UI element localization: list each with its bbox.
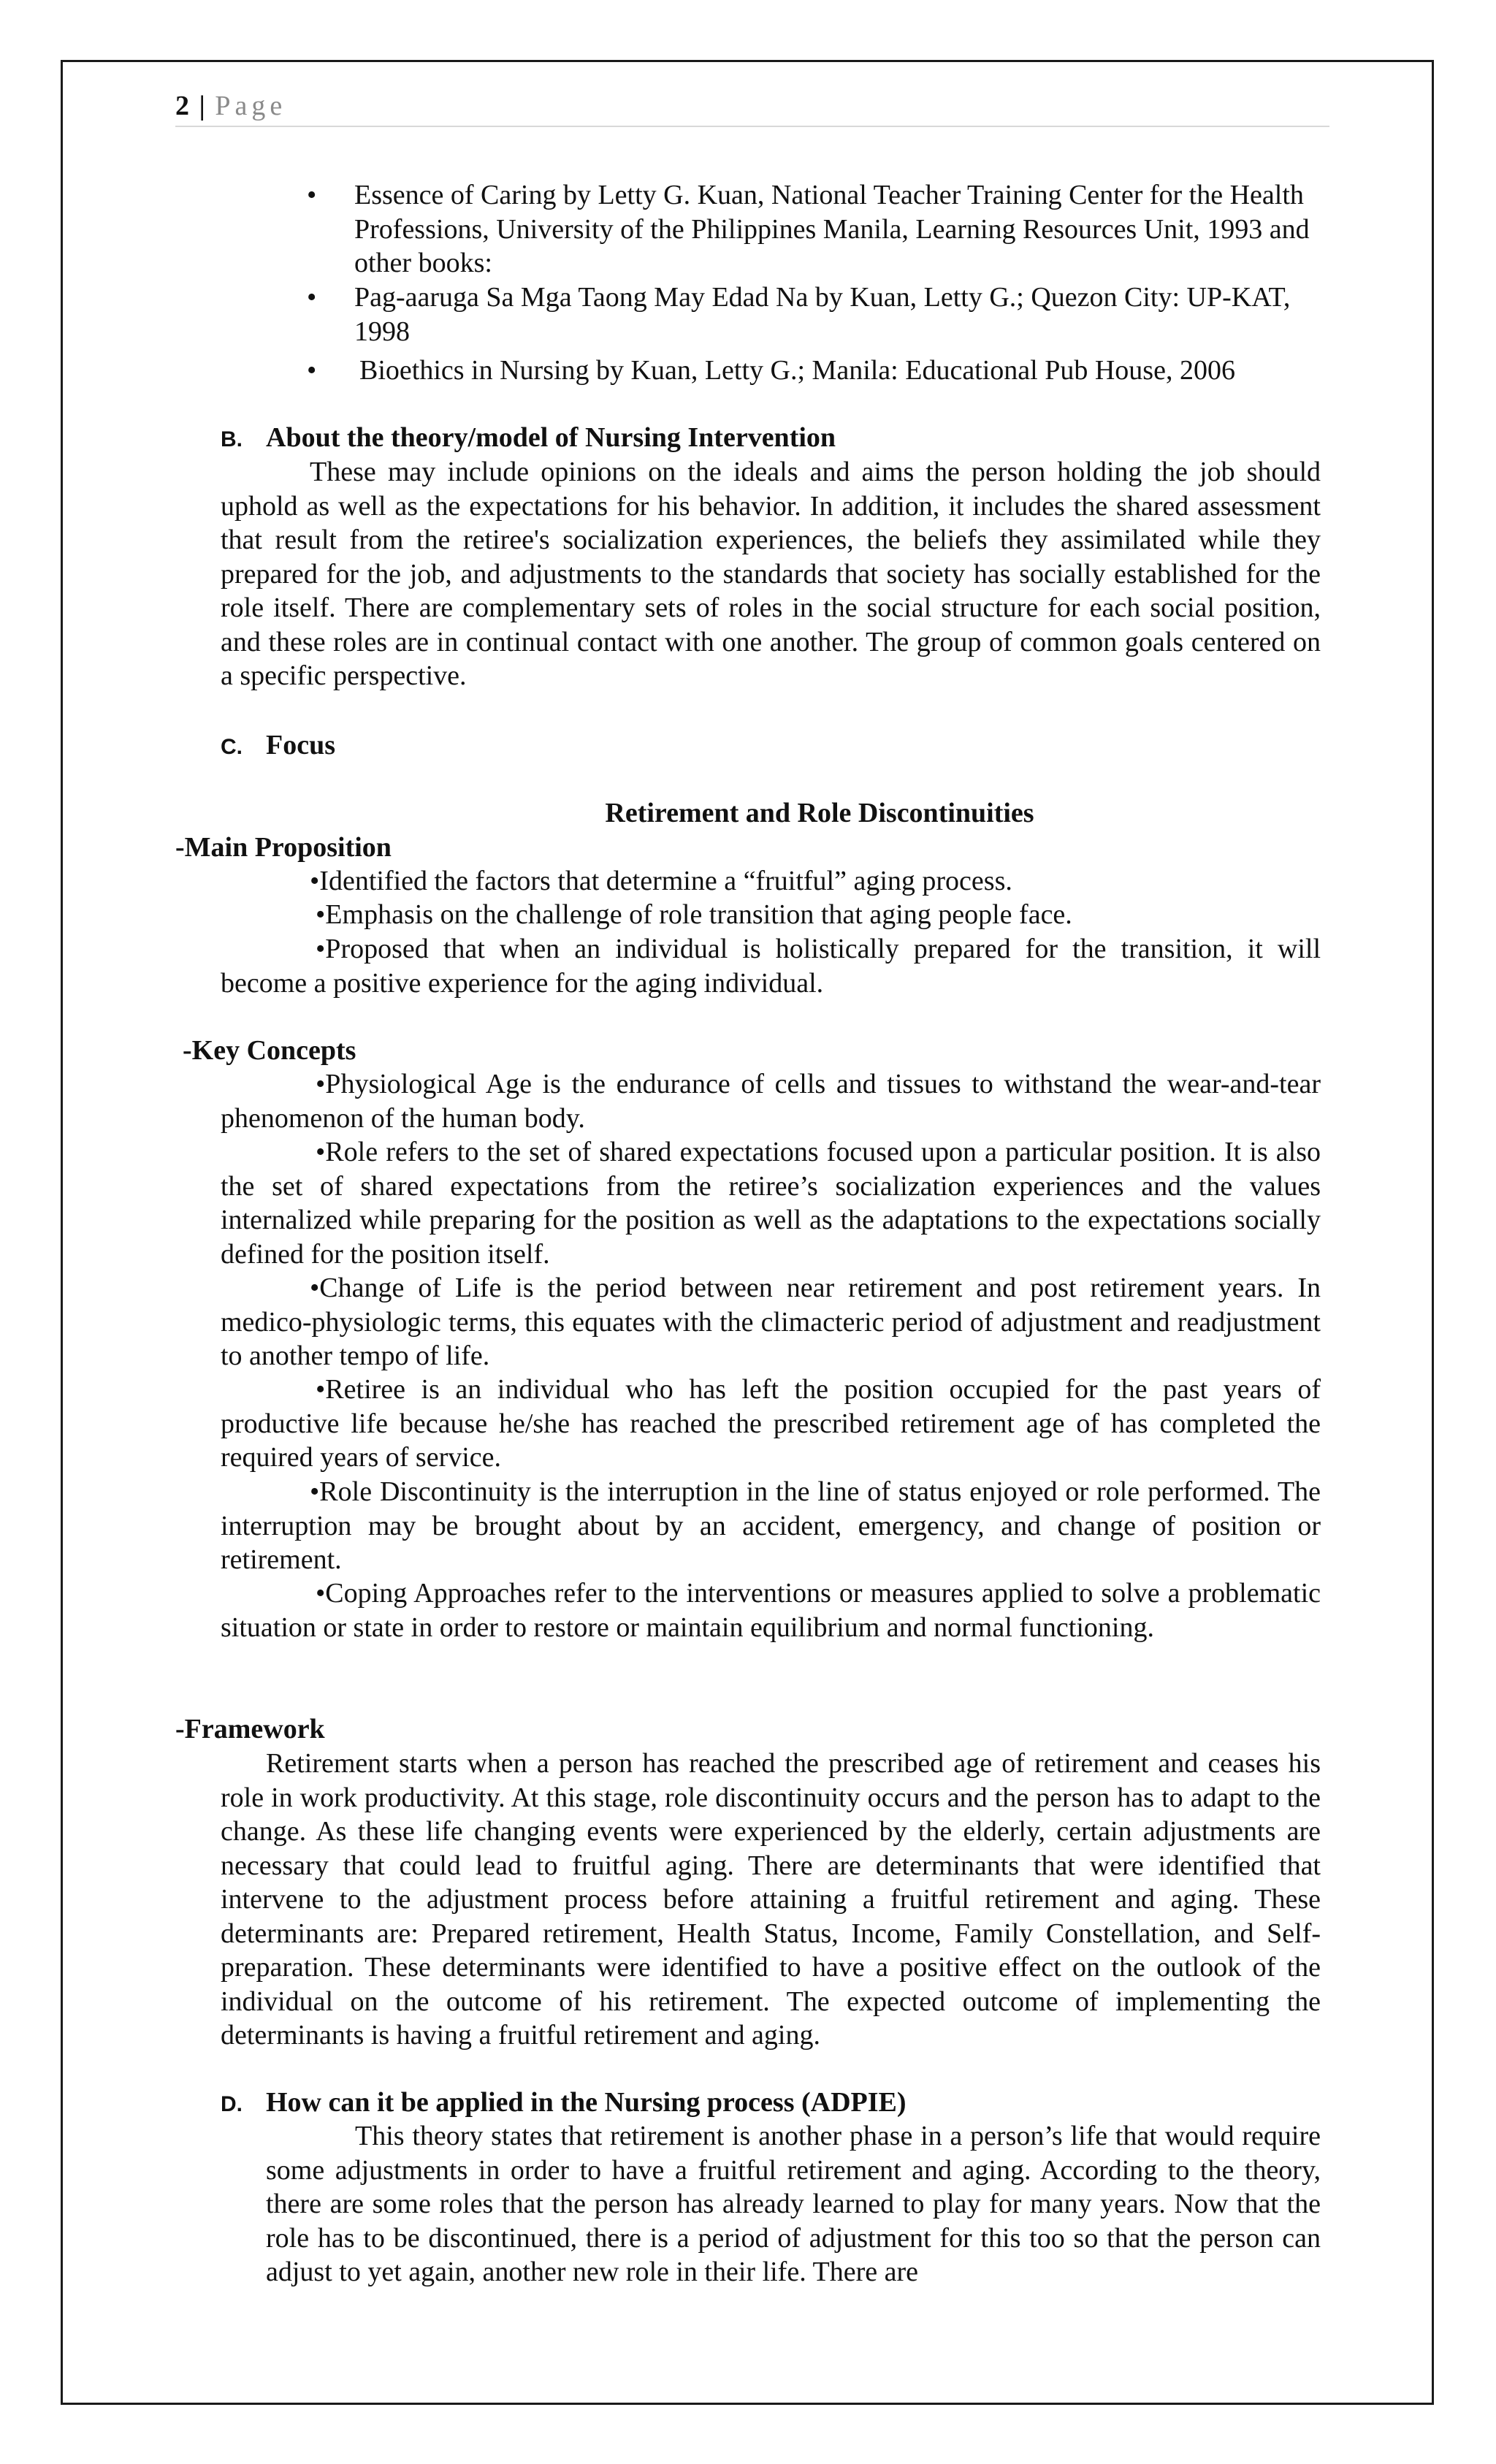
section-c-subtitle: Retirement and Role Discontinuities	[605, 798, 1034, 828]
framework-label: -Framework	[175, 1714, 325, 1744]
page-label: Page	[215, 91, 287, 121]
key-concept-item: •Role refers to the set of shared expectations focused upon a particular position. It is also the set of shared expectations from the retiree’s socialization experiences and the values internalized while preparing for the position as well as the adaptations to the expectations socially defined for the position itself.	[221, 1137, 1321, 1270]
bullet-glyph: •	[307, 355, 317, 386]
section-d-body: This theory states that retirement is another phase in a person’s life that would require some adjustments in order to have a fruitful retirement and aging. According to the theory, there are some roles that the person has already learned to play for many years. Now that the role has to be discontinued, there is a period of adjustment for this too so that the person can adjust to yet again, another new role in their life. There are	[266, 2121, 1321, 2287]
section-b-letter: B.	[221, 427, 243, 451]
key-concept-item: •Physiological Age is the endurance of cells and tissues to withstand the wear-and-tear phenomenon of the human body.	[221, 1069, 1321, 1134]
main-proposition-item: •Proposed that when an individual is holistically prepared for the transition, it will become a positive experience for the aging individual.	[221, 934, 1321, 999]
reference-item: Essence of Caring by Letty G. Kuan, National Teacher Training Center for the Health Professions, University of the Philippines Manila, Learning Resources Unit, 1993 and other books:	[354, 180, 1310, 278]
key-concepts-label: -Key Concepts	[183, 1035, 356, 1066]
reference-item: Pag-aaruga Sa Mga Taong May Edad Na by Kuan, Letty G.; Quezon City: UP-KAT, 1998	[354, 282, 1291, 347]
key-concept-item: •Role Discontinuity is the interruption in the line of status enjoyed or role performed. The interruption may be brought about by an accident, emergency, and change of position or retirement.	[221, 1476, 1321, 1575]
section-b-heading	[221, 421, 836, 457]
section-c-letter: C.	[221, 735, 243, 759]
page-number: 2	[175, 91, 189, 121]
section-c-title: Focus	[266, 730, 335, 760]
section-c-heading	[221, 728, 335, 765]
section-b-title: About the theory/model of Nursing Intervention	[266, 422, 836, 453]
section-d-heading	[221, 2086, 907, 2122]
framework-body: Retirement starts when a person has reached the prescribed age of retirement and ceases his role in work productivity. At this stage, role discontinuity occurs and the person has to adapt to the change. As these life changing events were experienced by the elderly, certain adjustments are necessary that could lead to fruitful aging. There are determinants that were identified that intervene to the adjustment process before attaining a fruitful retirement and aging. These determinants are: Prepared retirement, Health Status, Income, Family Constellation, and Self-preparation. These determinants were identified to have a positive effect on the outlook of the individual on the outcome of his retirement. The expected outcome of implementing the determinants is having a fruitful retirement and aging.	[221, 1748, 1321, 2051]
bullet-glyph: •	[307, 282, 317, 313]
page-header	[175, 86, 1329, 127]
main-proposition-item: •Emphasis on the challenge of role transition that aging people face.	[316, 899, 1072, 930]
key-concept-item: •Coping Approaches refer to the interventions or measures applied to solve a problematic situation or state in order to restore or maintain equilibrium and normal functioning.	[221, 1578, 1321, 1643]
section-b-body: These may include opinions on the ideals and aims the person holding the job should uphold as well as the expectations for his behavior. In addition, it includes the shared assessment that result from the retiree's socialization experiences, the beliefs they assimilated while they prepared for the job, and adjustments to the standards that society has socially established for the role itself. There are complementary sets of roles in the social structure for each social position, and these roles are in continual contact with one another. The group of common goals centered on a specific perspective.	[221, 457, 1321, 691]
section-d-letter: D.	[221, 2092, 243, 2116]
section-d-title: How can it be applied in the Nursing process (ADPIE)	[266, 2087, 907, 2118]
bullet-glyph: •	[307, 180, 317, 210]
header-separator: |	[199, 91, 205, 121]
key-concept-item: •Change of Life is the period between near retirement and post retirement years. In medico-physiologic terms, this equates with the climacteric period of adjustment and readjustment to another tempo of life.	[221, 1273, 1321, 1371]
reference-item: Bioethics in Nursing by Kuan, Letty G.; Manila: Educational Pub House, 2006	[359, 355, 1235, 386]
key-concept-item: •Retiree is an individual who has left the position occupied for the past years of productive life because he/she has reached the prescribed retirement age of has completed the required years of service.	[221, 1374, 1321, 1473]
main-proposition-item: •Identified the factors that determine a “fruitful” aging process.	[310, 866, 1012, 896]
main-proposition-label: -Main Proposition	[175, 832, 392, 863]
